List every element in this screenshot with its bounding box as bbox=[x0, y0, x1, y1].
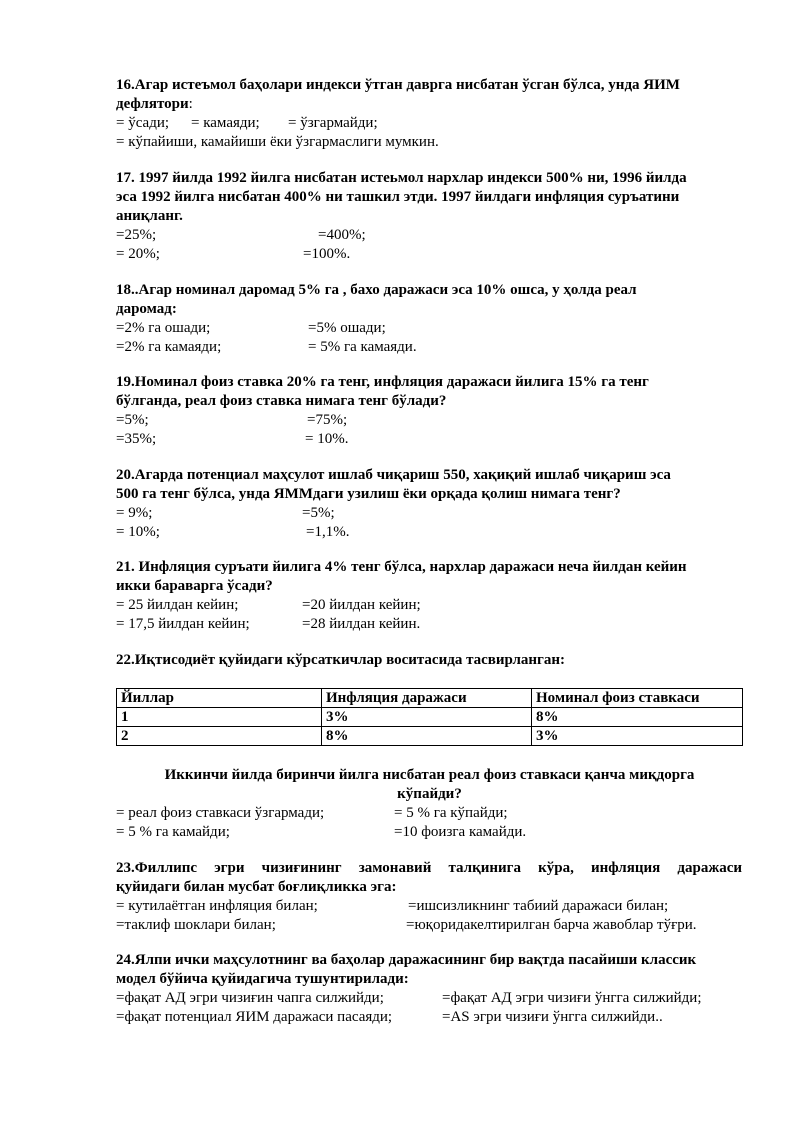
option: = кутилаётган инфляция билан; bbox=[116, 898, 318, 914]
question-22-options-row-1 bbox=[116, 804, 742, 823]
question-17-options-row-1 bbox=[116, 226, 742, 245]
question-23-options-row-2 bbox=[116, 916, 742, 935]
question-23-line-2: қуйидаги билан мусбат боғлиқликка эга: bbox=[116, 879, 397, 895]
option: = 25 йилдан кейин; bbox=[116, 597, 239, 613]
option: =100%. bbox=[303, 246, 351, 262]
table-cell: 8% bbox=[322, 727, 532, 746]
question-24 bbox=[116, 951, 742, 1027]
table-cell: 8% bbox=[532, 708, 743, 727]
question-23-line-1: 23.Филлипс эгри чизиғининг замонавий талқинига кўра, инфляция даражаси bbox=[116, 860, 742, 876]
question-22-options-row-2 bbox=[116, 823, 742, 842]
option: = 5 % га камайди; bbox=[116, 824, 230, 840]
option: =75%; bbox=[307, 412, 348, 428]
option: = ўсади; bbox=[116, 115, 170, 131]
question-24-options-row-2 bbox=[116, 1008, 742, 1027]
option: = ўзгармайди; bbox=[288, 115, 378, 131]
option: =28 йилдан кейин. bbox=[302, 616, 421, 632]
option: =фақат АД эгри чизиғин чапга силжийди; bbox=[116, 990, 384, 1006]
option: = 5% га камаяди. bbox=[308, 339, 417, 355]
question-18-options-row-1 bbox=[116, 319, 742, 338]
question-19-options-row-2 bbox=[116, 430, 742, 449]
question-23-options-row-1 bbox=[116, 897, 742, 916]
option: = реал фоиз ставкаси ўзгармади; bbox=[116, 805, 325, 821]
question-21-options-row-2 bbox=[116, 615, 742, 634]
question-16-options-row bbox=[116, 114, 742, 133]
option: =5%; bbox=[116, 412, 149, 428]
option: = 20%; bbox=[116, 246, 160, 262]
option: =AS эгри чизиғи ўнгга силжийди.. bbox=[442, 1009, 663, 1025]
question-21-options-row-1 bbox=[116, 596, 742, 615]
question-16-title-2: дефлятори bbox=[116, 96, 189, 112]
question-24-line-1: 24.Ялпи ички маҳсулотнинг ва баҳолар даражасининг бир вақтда пасайиши классик bbox=[116, 952, 697, 968]
option: =400%; bbox=[318, 227, 366, 243]
question-20-line-2: 500 га тенг бўлса, унда ЯММдаги узилиш ёки орқада қолиш нимага тенг? bbox=[116, 486, 621, 502]
question-18-line-2: даромад: bbox=[116, 301, 177, 317]
question-21 bbox=[116, 558, 742, 634]
table-row bbox=[117, 727, 743, 746]
option: =1,1%. bbox=[306, 524, 350, 540]
question-18-line-1: 18..Агар номинал даромад 5% га , бахо даражаси эса 10% ошса, у ҳолда реал bbox=[116, 282, 637, 298]
question-18 bbox=[116, 281, 742, 357]
option: =2% га камаяди; bbox=[116, 339, 222, 355]
option: =20 йилдан кейин; bbox=[302, 597, 421, 613]
option: =5%; bbox=[302, 505, 335, 521]
question-22 bbox=[116, 651, 742, 670]
table-cell: 1 bbox=[117, 708, 322, 727]
question-21-line-1: 21. Инфляция суръати йилига 4% тенг бўлса, нархлар даражаси неча йилдан кейин bbox=[116, 559, 687, 575]
question-20-line-1: 20.Агарда потенциал маҳсулот ишлаб чиқариш 550, хақиқий ишлаб чиқариш эса bbox=[116, 467, 671, 483]
question-17-line-1: 17. 1997 йилда 1992 йилга нисбатан истеьмол нархлар индекси 500% ни, 1996 йилда bbox=[116, 170, 687, 186]
question-16-colon: : bbox=[188, 96, 193, 112]
question-20-options-row-1 bbox=[116, 504, 742, 523]
question-19-line-2: бўлганда, реал фоиз ставка нимага тенг бўлади? bbox=[116, 393, 447, 409]
question-17-line-3: аниқланг. bbox=[116, 208, 183, 224]
option: = 9%; bbox=[116, 505, 153, 521]
question-22-sub-line-1: Иккинчи йилда биринчи йилга нисбатан реал фоиз ставкаси қанча миқдорга bbox=[164, 767, 695, 783]
option: =25%; bbox=[116, 227, 157, 243]
option: = кўпайиши, камайиши ёки ўзгармаслиги мумкин. bbox=[116, 134, 439, 150]
table-header-row bbox=[117, 689, 743, 708]
option: = 10%. bbox=[305, 431, 349, 447]
question-22-line-1: 22.Иқтисодиёт қуйидаги кўрсаткичлар воситасида тасвирланган: bbox=[116, 652, 565, 668]
question-19-options-row-1 bbox=[116, 411, 742, 430]
option: = 17,5 йилдан кейин; bbox=[116, 616, 250, 632]
question-19 bbox=[116, 373, 742, 449]
option: =35%; bbox=[116, 431, 157, 447]
option: =ишсизликнинг табиий даражаси билан; bbox=[408, 898, 669, 914]
table-header: Инфляция даражаси bbox=[322, 689, 532, 708]
question-22-sub-line-2: кўпайди? bbox=[397, 786, 462, 802]
option: =5% ошади; bbox=[308, 320, 386, 336]
question-22-options bbox=[116, 804, 742, 842]
option: =фақат потенциал ЯИМ даражаси пасаяди; bbox=[116, 1009, 393, 1025]
table-header: Номинал фоиз ставкаси bbox=[532, 689, 743, 708]
data-table bbox=[116, 688, 743, 746]
option: = 10%; bbox=[116, 524, 160, 540]
question-19-line-1: 19.Номинал фоиз ставка 20% га тенг, инфляция даражаси йилига 15% га тенг bbox=[116, 374, 649, 390]
table-cell: 2 bbox=[117, 727, 322, 746]
question-24-line-2: модел бўйича қуйидагича тушунтирилади: bbox=[116, 971, 409, 987]
option: = 5 % га кўпайди; bbox=[394, 805, 508, 821]
question-24-options-row-1 bbox=[116, 989, 742, 1008]
table-row bbox=[117, 708, 743, 727]
table-cell: 3% bbox=[532, 727, 743, 746]
question-20 bbox=[116, 466, 742, 542]
question-23 bbox=[116, 859, 742, 935]
question-17-options-row-2 bbox=[116, 245, 742, 264]
option: =юқоридакелтирилган барча жавоблар тўғри. bbox=[406, 917, 697, 933]
question-18-options-row-2 bbox=[116, 338, 742, 357]
question-16 bbox=[116, 76, 742, 152]
question-17 bbox=[116, 169, 742, 264]
option: =фақат АД эгри чизиғи ўнгга силжийди; bbox=[442, 990, 702, 1006]
option: =2% га ошади; bbox=[116, 320, 211, 336]
option: =10 фоизга камайди. bbox=[394, 824, 527, 840]
question-22-subtitle bbox=[116, 766, 743, 804]
option: = камаяди; bbox=[191, 115, 260, 131]
table-cell: 3% bbox=[322, 708, 532, 727]
question-21-line-2: икки бараварга ўсади? bbox=[116, 578, 273, 594]
table-header: Йиллар bbox=[117, 689, 322, 708]
question-20-options-row-2 bbox=[116, 523, 742, 542]
question-16-title: 16.Агар истеъмол баҳолари индекси ўтган даврга нисбатан ўсган бўлса, унда ЯИМ bbox=[116, 77, 680, 93]
question-17-line-2: эса 1992 йилга нисбатан 400% ни ташкил этди. 1997 йилдаги инфляция суръатини bbox=[116, 189, 680, 205]
option: =таклиф шоклари билан; bbox=[116, 917, 276, 933]
